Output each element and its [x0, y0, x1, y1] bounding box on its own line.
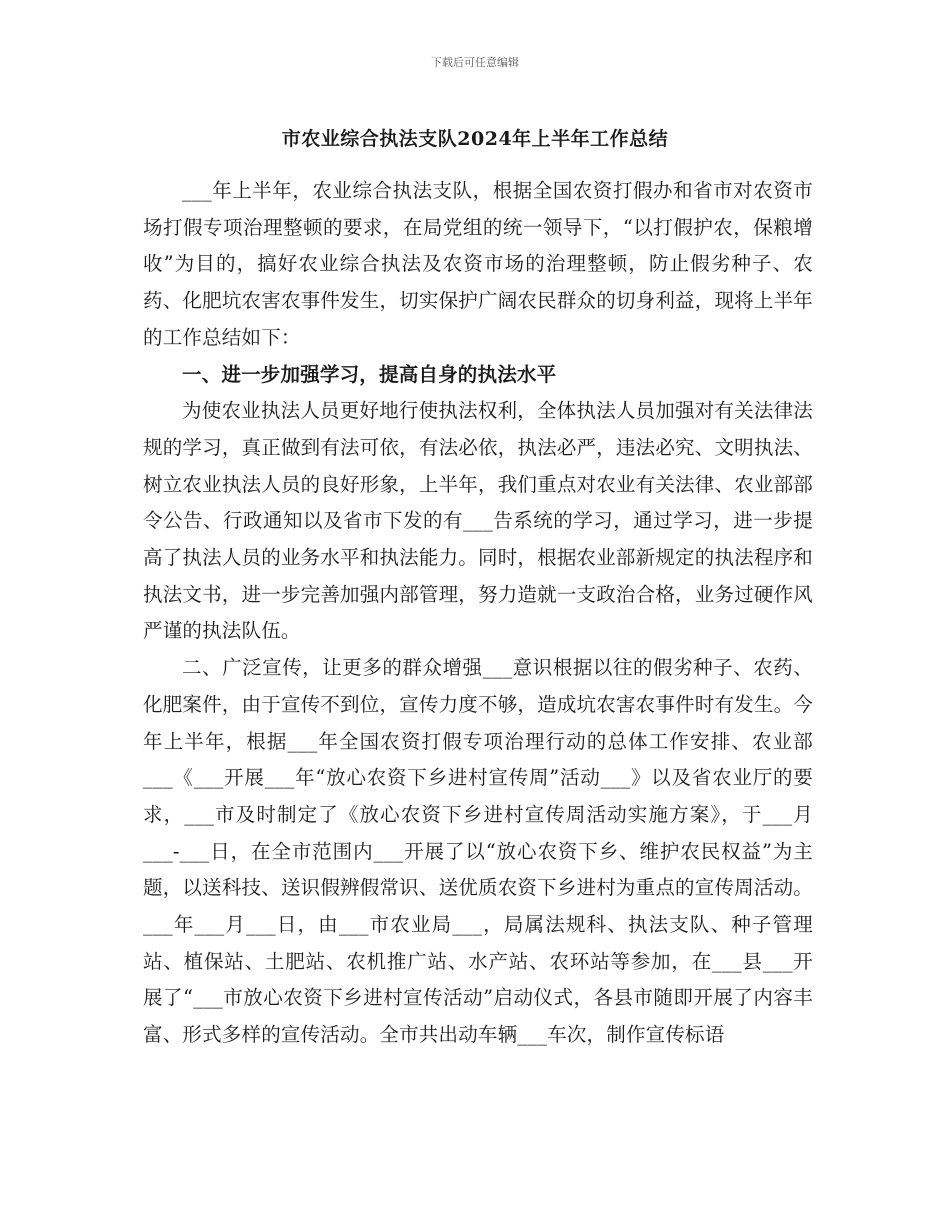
- section-2-paragraph: 二、广泛宣传，让更多的群众增强___意识根据以往的假劣种子、农药、化肥案件，由于宣传不到位，宣传力度不够，造成坑农害农事件时有发生。今年上半年，根据___年全国农资打假专项治理行动的总体工作安排、农业部___《___开展___年“放心农资下乡进村宣传周”活动___》以及省农业厅的要求，___市及时制定了《放心农资下乡进村宣传周活动实施方案》，于___月___-___日，在全市范围内___开展了以“放心农资下乡、维护农民权益”为主题，以送科技、送识假辨假常识、送优质农资下乡进村为重点的宣传周活动。___年___月___日，由___市农业局___，局属法规科、执法支队、种子管理站、植保站、土肥站、农机推广站、水产站、农环站等参加，在___县___开展了“___市放心农资下乡进村宣传活动”启动仪式，各县市随即开展了内容丰富、形式多样的宣传活动。全市共出动车辆___车次，制作宣传标语: [143, 656, 813, 1047]
- intro-paragraph: ___年上半年，农业综合执法支队，根据全国农资打假办和省市对农资市场打假专项治理整顿的要求，在局党组的统一领导下，“以打假护农，保粮增收”为目的，搞好农业综合执法及农资市场的治理整顿，防止假劣种子、农药、化肥坑农害农事件发生，切实保护广阔农民群众的切身利益，现将上半年的工作总结如下：: [143, 179, 813, 349]
- document-title: 市农业综合执法支队2024年上半年工作总结: [281, 128, 669, 150]
- document-body: [143, 173, 813, 1054]
- section-heading-1: 一、进一步加强学习，提高自身的执法水平: [182, 362, 557, 386]
- section-1-paragraph: 为使农业执法人员更好地行使执法权利，全体执法人员加强对有关法律法规的学习，真正做到有法可依，有法必依，执法必严，违法必究、文明执法、树立农业执法人员的良好形象，上半年，我们重点对农业有关法律、农业部部令公告、行政通知以及省市下发的有___告系统的学习，通过学习，进一步提高了执法人员的业务水平和执法能力。同时，根据农业部新规定的执法程序和执法文书，进一步完善加强内部管理，努力造就一支政治合格，业务过硬作风严谨的执法队伍。: [143, 399, 813, 643]
- header-note: 下载后可任意编辑: [431, 56, 519, 69]
